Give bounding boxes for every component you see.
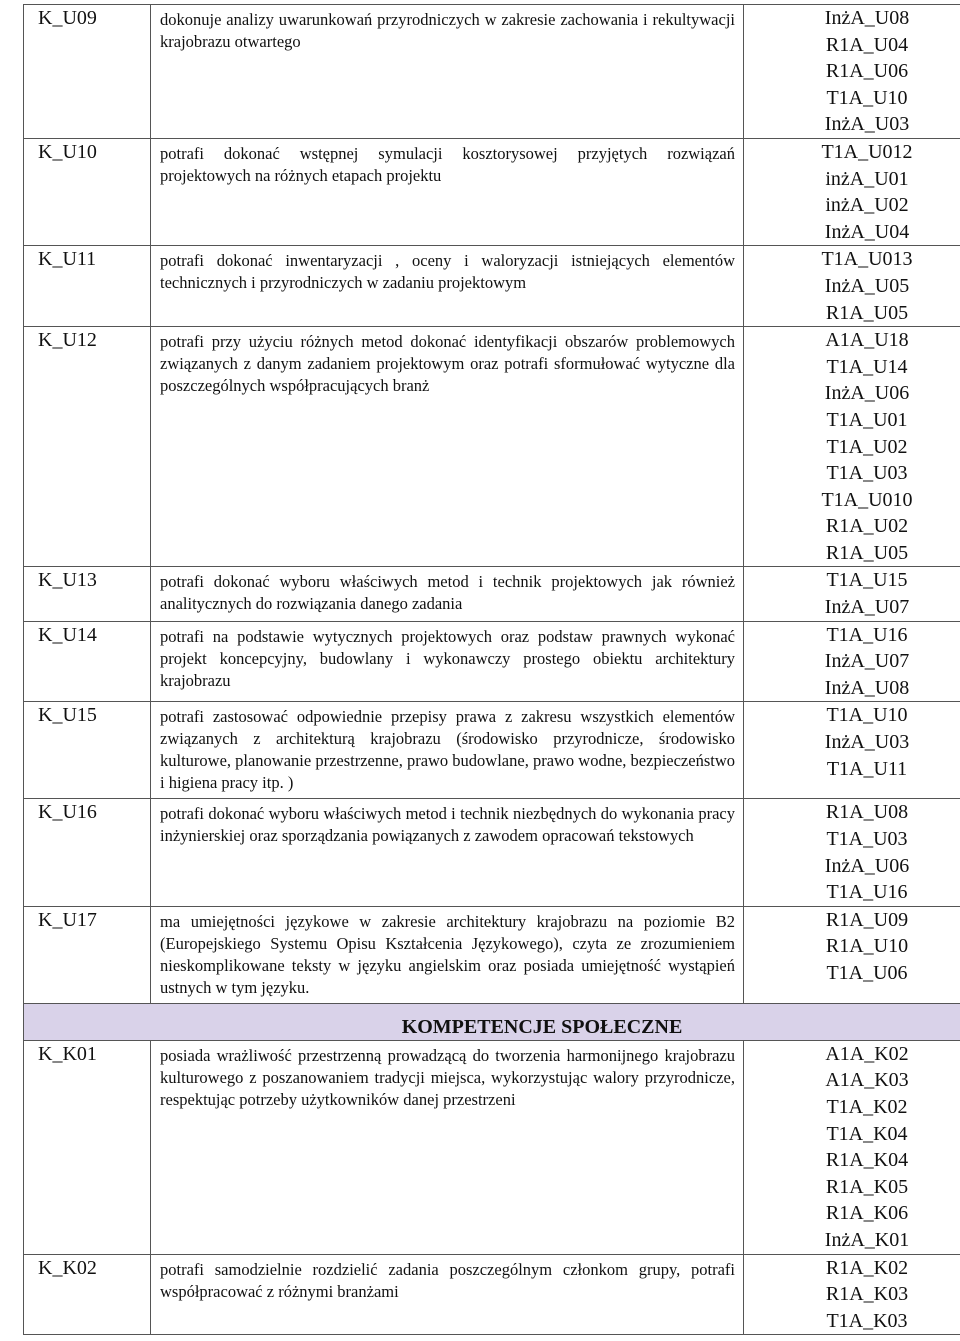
reference-code: T1A_U03 (826, 462, 908, 485)
outcome-references (744, 799, 960, 906)
learning-outcomes-table (23, 4, 960, 1335)
outcome-code: K_U13 (24, 567, 151, 621)
outcome-row (24, 799, 960, 906)
reference-code: R1A_K03 (825, 1283, 909, 1306)
outcome-row (24, 246, 960, 327)
reference-code: A1A_K03 (825, 1069, 909, 1092)
reference-code: InżA_K01 (824, 1228, 910, 1251)
reference-code: T1A_K03 (826, 1309, 908, 1332)
outcome-row (24, 138, 960, 245)
outcome-references (744, 621, 960, 702)
outcome-row (24, 567, 960, 621)
reference-code: InżA_U06 (824, 382, 910, 405)
reference-code: T1A_U06 (826, 962, 908, 984)
outcome-references (744, 567, 960, 621)
section-header-row (24, 1003, 960, 1040)
reference-code: R1A_U05 (825, 541, 909, 564)
outcome-description: potrafi dokonać wyboru właściwych metod i technik projektowych jak również analitycznych do rozwiązania danego zadania (151, 567, 744, 621)
outcome-references (744, 246, 960, 327)
reference-code: T1A_U10 (826, 704, 908, 727)
reference-code: T1A_U03 (826, 828, 908, 851)
reference-code: A1A_K02 (825, 1042, 909, 1065)
reference-code: R1A_K04 (825, 1149, 909, 1172)
outcome-row (24, 702, 960, 799)
outcome-references (744, 1040, 960, 1254)
reference-code: T1A_U02 (826, 435, 908, 458)
reference-code: R1A_U08 (825, 801, 909, 824)
skills-rows (24, 5, 960, 1004)
outcome-row (24, 1254, 960, 1335)
social-competence-rows (24, 1040, 960, 1335)
reference-code: A1A_U18 (825, 329, 909, 352)
reference-code: T1A_U16 (826, 881, 908, 904)
outcome-row (24, 327, 960, 567)
reference-code: InżA_U07 (824, 650, 910, 673)
outcome-code: K_U12 (24, 327, 151, 567)
reference-code: T1A_K04 (826, 1122, 908, 1145)
outcome-references (744, 702, 960, 799)
outcome-row (24, 5, 960, 139)
reference-code: T1A_U10 (826, 86, 908, 109)
section-heading: KOMPETENCJE SPOŁECZNE (24, 1003, 960, 1040)
outcome-row (24, 1040, 960, 1254)
outcome-references (744, 1254, 960, 1335)
reference-code: InżA_U04 (824, 220, 910, 243)
reference-code: R1A_K06 (825, 1202, 909, 1225)
reference-code: inżA_U01 (825, 167, 909, 190)
reference-code: T1A_U11 (826, 757, 908, 780)
outcome-references (744, 5, 960, 139)
reference-code: R1A_U04 (825, 33, 909, 56)
outcome-description: potrafi zastosować odpowiednie przepisy prawa z zakresu wszystkich elementów związanych z architekturą krajobrazu (środowisko przyrodnicze, środowisko kulturowe, planowanie przestrzenne, prawo budowlane, prawo wodne, bezpieczeństwo i higiena pracy itp. ) (151, 702, 744, 799)
outcome-code: K_U16 (24, 799, 151, 906)
outcome-references (744, 327, 960, 567)
outcome-code: K_U10 (24, 138, 151, 245)
reference-code: R1A_K05 (825, 1175, 909, 1198)
reference-code: InżA_U08 (824, 676, 910, 699)
reference-code: InżA_U06 (824, 854, 910, 877)
outcome-description: dokonuje analizy uwarunkowań przyrodniczych w zakresie zachowania i rekultywacji krajobrazu otwartego (151, 5, 744, 139)
reference-code: inżA_U02 (825, 194, 909, 217)
reference-code: R1A_U06 (825, 60, 909, 83)
outcome-code: K_K02 (24, 1254, 151, 1335)
reference-code: InżA_U07 (824, 596, 910, 619)
reference-code: R1A_U09 (825, 908, 909, 931)
outcome-code: K_U11 (24, 246, 151, 327)
outcome-references (744, 906, 960, 1003)
outcome-description: potrafi dokonać wstępnej symulacji kosztorysowej przyjętych rozwiązań projektowych na różnych etapach projektu (151, 138, 744, 245)
reference-code: T1A_K02 (826, 1096, 908, 1118)
outcome-code: K_U14 (24, 621, 151, 702)
reference-code: T1A_U012 (821, 140, 913, 163)
reference-code: R1A_U05 (825, 301, 909, 324)
reference-code: InżA_U03 (824, 731, 910, 754)
outcome-description: potrafi dokonać inwentaryzacji , oceny i waloryzacji istniejących elementów technicznych i przyrodniczych w zadaniu projektowym (151, 246, 744, 327)
outcome-description: potrafi na podstawie wytycznych projektowych oraz podstaw prawnych wykonać projekt koncepcyjny, budowlany i wykonawczy prostego obiektu architektury krajobrazu (151, 621, 744, 702)
outcome-code: K_U15 (24, 702, 151, 799)
reference-code: T1A_U14 (826, 355, 908, 378)
reference-code: R1A_U10 (825, 935, 909, 958)
reference-code: T1A_U16 (826, 623, 908, 646)
reference-code: R1A_K02 (825, 1256, 909, 1279)
reference-code: InżA_U08 (824, 7, 910, 29)
outcome-description: potrafi samodzielnie rozdzielić zadania poszczególnym członkom grupy, potrafi współpracować z różnymi branżami (151, 1254, 744, 1335)
outcome-row (24, 906, 960, 1003)
section-row (24, 1003, 960, 1040)
outcome-code: K_U09 (24, 5, 151, 139)
reference-code: T1A_U15 (826, 569, 908, 592)
reference-code: T1A_U010 (821, 488, 913, 511)
reference-code: InżA_U05 (824, 274, 910, 297)
reference-code: InżA_U03 (824, 113, 910, 136)
outcome-code: K_K01 (24, 1040, 151, 1254)
reference-code: T1A_U013 (821, 248, 913, 271)
outcome-description: potrafi dokonać wyboru właściwych metod i technik niezbędnych do wykonania pracy inżynierskiej oraz sporządzania powiązanych z zawodem opracowań tekstowych (151, 799, 744, 906)
outcome-description: posiada wrażliwość przestrzenną prowadzącą do tworzenia harmonijnego krajobrazu kulturowego z poszanowaniem tradycji miejsca, wykorzystując walory przyrodnicze, respektując potrzeby użytkowników danej przestrzeni (151, 1040, 744, 1254)
reference-code: R1A_U02 (825, 515, 909, 538)
outcome-references (744, 138, 960, 245)
outcome-row (24, 621, 960, 702)
outcome-description: ma umiejętności językowe w zakresie architektury krajobrazu na poziomie B2 (Europejskiego Systemu Opisu Kształcenia Językowego), czyta ze zrozumieniem nieskomplikowane teksty w języku angielskim oraz posiada umiejętność wystąpień ustnych w tym języku. (151, 906, 744, 1003)
outcome-description: potrafi przy użyciu różnych metod dokonać identyfikacji obszarów problemowych związanych z danym zadaniem projektowym oraz potrafi sformułować wytyczne dla poszczególnych współpracujących branż (151, 327, 744, 567)
reference-code: T1A_U01 (826, 408, 908, 431)
outcome-code: K_U17 (24, 906, 151, 1003)
